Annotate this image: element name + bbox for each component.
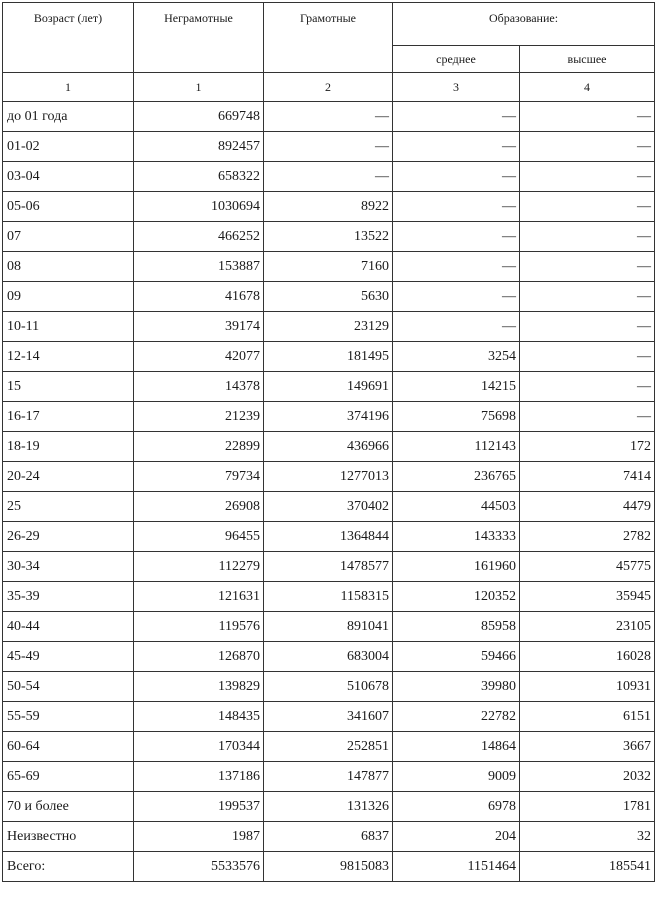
cell-age: 15 (3, 372, 134, 402)
cell-secondary: 112143 (393, 432, 520, 462)
cell-literate: 6837 (264, 822, 393, 852)
cell-secondary: 236765 (393, 462, 520, 492)
cell-higher: 3667 (520, 732, 655, 762)
cell-secondary: 22782 (393, 702, 520, 732)
table-row (3, 312, 655, 342)
table-row (3, 132, 655, 162)
cell-age: 09 (3, 282, 134, 312)
cell-illiterate: 137186 (134, 762, 264, 792)
cell-literate: 5630 (264, 282, 393, 312)
cell-age: 01-02 (3, 132, 134, 162)
cell-age: 30-34 (3, 552, 134, 582)
cell-higher: 16028 (520, 642, 655, 672)
cell-illiterate: 466252 (134, 222, 264, 252)
cell-literate: 510678 (264, 672, 393, 702)
cell-age: 45-49 (3, 642, 134, 672)
cell-higher: — (520, 312, 655, 342)
cell-secondary: 39980 (393, 672, 520, 702)
cell-illiterate: 112279 (134, 552, 264, 582)
cell-literate: 436966 (264, 432, 393, 462)
table-row (3, 612, 655, 642)
table-row (3, 192, 655, 222)
cell-literate: 181495 (264, 342, 393, 372)
cell-higher: 2032 (520, 762, 655, 792)
cell-literate: 149691 (264, 372, 393, 402)
cell-higher: — (520, 402, 655, 432)
cell-literate: 374196 (264, 402, 393, 432)
cell-illiterate: 79734 (134, 462, 264, 492)
cell-higher: 2782 (520, 522, 655, 552)
cell-literate: — (264, 162, 393, 192)
cell-age: Всего: (3, 852, 134, 882)
cell-illiterate: 5533576 (134, 852, 264, 882)
cell-literate: 683004 (264, 642, 393, 672)
cell-secondary: — (393, 102, 520, 132)
cell-higher: 4479 (520, 492, 655, 522)
cell-higher: — (520, 342, 655, 372)
table-row (3, 822, 655, 852)
cell-age: 08 (3, 252, 134, 282)
cell-literate: 9815083 (264, 852, 393, 882)
cell-age: 50-54 (3, 672, 134, 702)
cell-literate: 23129 (264, 312, 393, 342)
cell-secondary: — (393, 252, 520, 282)
cell-literate: 13522 (264, 222, 393, 252)
cell-literate: 7160 (264, 252, 393, 282)
cell-secondary: — (393, 312, 520, 342)
table-row (3, 432, 655, 462)
header-secondary: среднее (393, 46, 520, 73)
cell-illiterate: 892457 (134, 132, 264, 162)
cell-secondary: 75698 (393, 402, 520, 432)
col-number: 2 (264, 73, 393, 102)
cell-illiterate: 199537 (134, 792, 264, 822)
header-education: Образование: (393, 3, 655, 46)
table-row (3, 252, 655, 282)
col-number: 4 (520, 73, 655, 102)
table-row (3, 372, 655, 402)
cell-higher: — (520, 252, 655, 282)
table-row (3, 582, 655, 612)
cell-age: 70 и более (3, 792, 134, 822)
cell-literate: — (264, 132, 393, 162)
table-body (3, 102, 655, 882)
cell-literate: 1277013 (264, 462, 393, 492)
table-row (3, 402, 655, 432)
cell-secondary: 6978 (393, 792, 520, 822)
cell-age: 26-29 (3, 522, 134, 552)
cell-higher: — (520, 132, 655, 162)
cell-higher: — (520, 282, 655, 312)
header-age: Возраст (лет) (3, 3, 134, 73)
cell-illiterate: 121631 (134, 582, 264, 612)
cell-literate: 131326 (264, 792, 393, 822)
cell-literate: 147877 (264, 762, 393, 792)
cell-higher: 1781 (520, 792, 655, 822)
cell-secondary: 14864 (393, 732, 520, 762)
cell-illiterate: 21239 (134, 402, 264, 432)
cell-age: до 01 года (3, 102, 134, 132)
table-row (3, 222, 655, 252)
cell-age: 55-59 (3, 702, 134, 732)
cell-higher: 172 (520, 432, 655, 462)
cell-illiterate: 126870 (134, 642, 264, 672)
cell-higher: 185541 (520, 852, 655, 882)
cell-secondary: — (393, 132, 520, 162)
cell-illiterate: 41678 (134, 282, 264, 312)
col-number: 3 (393, 73, 520, 102)
cell-higher: — (520, 372, 655, 402)
table-row (3, 492, 655, 522)
cell-secondary: — (393, 222, 520, 252)
cell-literate: 1364844 (264, 522, 393, 552)
cell-higher: — (520, 162, 655, 192)
cell-illiterate: 153887 (134, 252, 264, 282)
cell-age: 40-44 (3, 612, 134, 642)
table-row (3, 732, 655, 762)
header-higher: высшее (520, 46, 655, 73)
cell-literate: 891041 (264, 612, 393, 642)
cell-age: 20-24 (3, 462, 134, 492)
cell-illiterate: 1987 (134, 822, 264, 852)
cell-age: 03-04 (3, 162, 134, 192)
cell-illiterate: 148435 (134, 702, 264, 732)
cell-secondary: 204 (393, 822, 520, 852)
cell-literate: 1478577 (264, 552, 393, 582)
cell-higher: — (520, 222, 655, 252)
cell-literate: — (264, 102, 393, 132)
header-illiterate: Неграмотные (134, 3, 264, 73)
cell-illiterate: 26908 (134, 492, 264, 522)
cell-age: 16-17 (3, 402, 134, 432)
cell-secondary: 9009 (393, 762, 520, 792)
table-row (3, 342, 655, 372)
cell-secondary: — (393, 282, 520, 312)
cell-age: 25 (3, 492, 134, 522)
cell-illiterate: 42077 (134, 342, 264, 372)
cell-secondary: — (393, 192, 520, 222)
cell-higher: 10931 (520, 672, 655, 702)
col-number: 1 (134, 73, 264, 102)
table-row (3, 462, 655, 492)
cell-illiterate: 1030694 (134, 192, 264, 222)
table-row (3, 642, 655, 672)
table-row (3, 672, 655, 702)
cell-age: 12-14 (3, 342, 134, 372)
header-literate: Грамотные (264, 3, 393, 73)
cell-age: 60-64 (3, 732, 134, 762)
cell-higher: 7414 (520, 462, 655, 492)
cell-higher: 35945 (520, 582, 655, 612)
cell-secondary: 59466 (393, 642, 520, 672)
cell-age: 65-69 (3, 762, 134, 792)
cell-age: 07 (3, 222, 134, 252)
cell-secondary: 1151464 (393, 852, 520, 882)
cell-age: 05-06 (3, 192, 134, 222)
cell-higher: — (520, 102, 655, 132)
table-row (3, 552, 655, 582)
cell-literate: 8922 (264, 192, 393, 222)
cell-illiterate: 170344 (134, 732, 264, 762)
cell-illiterate: 119576 (134, 612, 264, 642)
cell-secondary: 120352 (393, 582, 520, 612)
cell-illiterate: 669748 (134, 102, 264, 132)
cell-age: 18-19 (3, 432, 134, 462)
table-row (3, 792, 655, 822)
table-row (3, 282, 655, 312)
table-row (3, 522, 655, 552)
cell-higher: 45775 (520, 552, 655, 582)
cell-secondary: 44503 (393, 492, 520, 522)
cell-higher: 32 (520, 822, 655, 852)
cell-secondary: 3254 (393, 342, 520, 372)
cell-age: 10-11 (3, 312, 134, 342)
cell-higher: 23105 (520, 612, 655, 642)
cell-higher: 6151 (520, 702, 655, 732)
table-row (3, 102, 655, 132)
cell-secondary: 143333 (393, 522, 520, 552)
cell-literate: 1158315 (264, 582, 393, 612)
cell-literate: 252851 (264, 732, 393, 762)
population-table (2, 2, 655, 882)
cell-secondary: 85958 (393, 612, 520, 642)
cell-illiterate: 139829 (134, 672, 264, 702)
cell-age: Неизвестно (3, 822, 134, 852)
col-number: 1 (3, 73, 134, 102)
table-row (3, 762, 655, 792)
cell-literate: 370402 (264, 492, 393, 522)
cell-secondary: — (393, 162, 520, 192)
cell-literate: 341607 (264, 702, 393, 732)
table-row (3, 702, 655, 732)
cell-age: 35-39 (3, 582, 134, 612)
table-row (3, 852, 655, 882)
cell-illiterate: 96455 (134, 522, 264, 552)
cell-illiterate: 14378 (134, 372, 264, 402)
cell-illiterate: 658322 (134, 162, 264, 192)
table-row (3, 162, 655, 192)
cell-illiterate: 39174 (134, 312, 264, 342)
cell-secondary: 161960 (393, 552, 520, 582)
cell-secondary: 14215 (393, 372, 520, 402)
cell-higher: — (520, 192, 655, 222)
cell-illiterate: 22899 (134, 432, 264, 462)
